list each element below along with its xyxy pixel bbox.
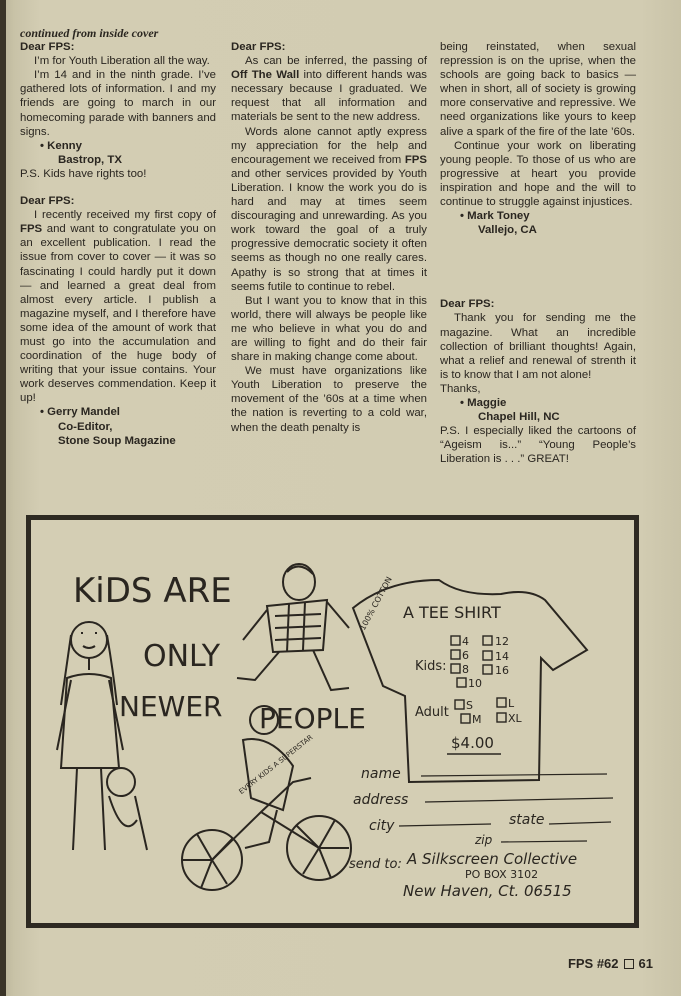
letter-salutation: Dear FPS: [231, 41, 286, 53]
text-run: into different hands was necessary because I graduated. We request that all information and materials be sent to the new address. [231, 69, 427, 124]
letter-paragraph: I’m 14 and in the ninth grade. I’ve gathered lots of information. I and my friends are going to march in our homecoming parade with banners and signs. [20, 69, 216, 138]
square-icon [624, 959, 634, 969]
fps-name: FPS [20, 223, 43, 236]
letter-salutation: Dear FPS: [20, 195, 75, 208]
adult-size-label: Adult [415, 705, 449, 720]
fps-name: FPS [404, 153, 427, 166]
column-1 [20, 26, 216, 448]
tshirt-ad [26, 515, 639, 928]
letter-salutation: Dear FPS: [440, 298, 495, 311]
slogan-line-4: PEOPLE [259, 702, 366, 735]
form-address-line[interactable] [425, 798, 613, 802]
kids-size-option: 6 [462, 649, 469, 662]
cotton-label: 100% COTTON [358, 575, 394, 632]
price: $4.00 [451, 734, 494, 752]
column-3 [440, 40, 636, 466]
letter-paragraph: I’m for Youth Liberation all the way. [34, 55, 210, 68]
letter-closing: Thanks, [440, 382, 481, 395]
form-address-label: address [353, 792, 409, 808]
girl-drawing [57, 622, 147, 850]
binding-spine [0, 0, 6, 996]
kids-size-option: 12 [495, 635, 509, 648]
running-kid-drawing [237, 564, 349, 690]
letter-signature-name: • Maggie [460, 396, 507, 409]
letter-paragraph [20, 208, 216, 405]
slogan-line-3: NEWER [119, 690, 223, 723]
slogan-line-1: KiDS ARE [73, 571, 232, 611]
shirt-title: A TEE SHIRT [403, 603, 501, 622]
form-city-line[interactable] [399, 824, 491, 826]
continued-note: continued from inside cover [20, 26, 159, 40]
address-line-3: New Haven, Ct. 06515 [403, 882, 572, 900]
text-run: As can be inferred, the passing of [245, 55, 427, 68]
letter-paragraph [231, 125, 427, 294]
kids-size-label: Kids: [415, 659, 447, 674]
letter-postscript: P.S. Kids have rights too! [20, 167, 147, 180]
off-the-wall-name: Off The Wall [231, 69, 300, 82]
letter-signature-place: Chapel Hill, NC [478, 411, 560, 424]
letter-paragraph: Continue your work on liberating young people. To those of us who are progressive at heart you provide inspiration and hope and the will to continue to struggle against injustices. [440, 139, 636, 209]
address-line-2: PO BOX 3102 [465, 868, 539, 881]
text-run: and other services provided by Youth Liberation. I know the work you do is hard and may at times seem discouraging and unrewarding. As you work toward the goal of a truly progressive democratic society it often seems as though no one really cares. Apathy is so strong that at times it seems futile to continue to rebel. [231, 167, 427, 293]
address-line-1: A Silkscreen Collective [407, 850, 578, 868]
kids-size-option: 16 [495, 664, 509, 677]
letter-paragraph-continued: being reinstated, when sexual repression is on the uprise, when the schools are going back to basics — when in short, all of society is growing more conservative and repressive. We need organizations like yours to keep alive a spark of the fire of the late ’60s. [440, 41, 636, 138]
letter-salutation: Dear FPS: [20, 41, 75, 54]
kids-size-option: 4 [462, 635, 469, 648]
form-name-label: name [361, 766, 401, 782]
slogan-line-2: ONLY [143, 639, 221, 674]
text-run: and want to congratulate you on an excellent publication. I read the issue from cover to cover — it was so fascinating I could hardly put it down — and learned a great deal from almost every article. I publish a magazine myself, and I therefore have some idea of the amount of work that must go into the accumulation and coordination of the huge body of writing that your issue contains. Your work deserves commendation. Keep it up! [20, 223, 216, 405]
column-2 [231, 40, 427, 435]
text-run: Words alone cannot aptly express my appreciation for the help and encouragement we received from [231, 125, 427, 166]
tshirt-ad-drawing [31, 520, 634, 923]
text-run: I recently received my first copy of [34, 209, 216, 222]
form-zip-line[interactable] [501, 841, 587, 842]
issue-number: FPS #62 [567, 956, 619, 971]
kids-size-option: 8 [462, 663, 469, 676]
letter-paragraph: But I want you to know that in this world, there will always be people like me who believe in what you do and are willing to fight and do their fair share in making change come about. [231, 294, 427, 364]
letter-paragraph: Thank you for sending me the magazine. What an incredible collection of brilliant thoughts! Again, what a relief and renewal of strenth it is to know that I am not alone! [440, 312, 636, 381]
letter-signature-place: Bastrop, TX [58, 153, 122, 166]
adult-size-option: S [466, 699, 473, 712]
adult-size-option: L [508, 697, 515, 710]
letter-signature-name: • Kenny [40, 139, 82, 152]
form-state-line[interactable] [549, 822, 611, 824]
adult-size-option: XL [508, 712, 522, 725]
letter-signature-org: Stone Soup Magazine [58, 434, 176, 447]
letter-signature-name: • Gerry Mandel [40, 406, 120, 419]
form-state-label: state [509, 812, 545, 828]
letter-paragraph [231, 54, 427, 124]
adult-size-option: M [472, 713, 482, 726]
page-footer [568, 956, 653, 971]
letter-postscript: P.S. I especially liked the cartoons of “Ageism is...” “Young People’s Liberation is . . .” GREAT! [440, 425, 636, 466]
page-number: 61 [638, 956, 653, 971]
send-to-label: send to: [349, 857, 402, 872]
kids-size-option: 10 [468, 677, 482, 690]
letter-signature-name: • Mark Toney [460, 210, 530, 223]
kids-size-option: 14 [495, 650, 509, 663]
letter-signature-title: Co-Editor, [58, 420, 113, 433]
letter-signature-place: Vallejo, CA [478, 224, 537, 237]
letter-paragraph: We must have organizations like Youth Liberation to preserve the movement of the ’60s at a time when the nation is reverting to a cold war, when the death penalty is [231, 365, 427, 434]
bike-banner-text: EVERY KIDS A SUPERSTAR [237, 733, 315, 796]
form-city-label: city [369, 818, 395, 834]
form-name-line[interactable] [421, 774, 607, 776]
form-zip-label: zip [475, 833, 493, 847]
